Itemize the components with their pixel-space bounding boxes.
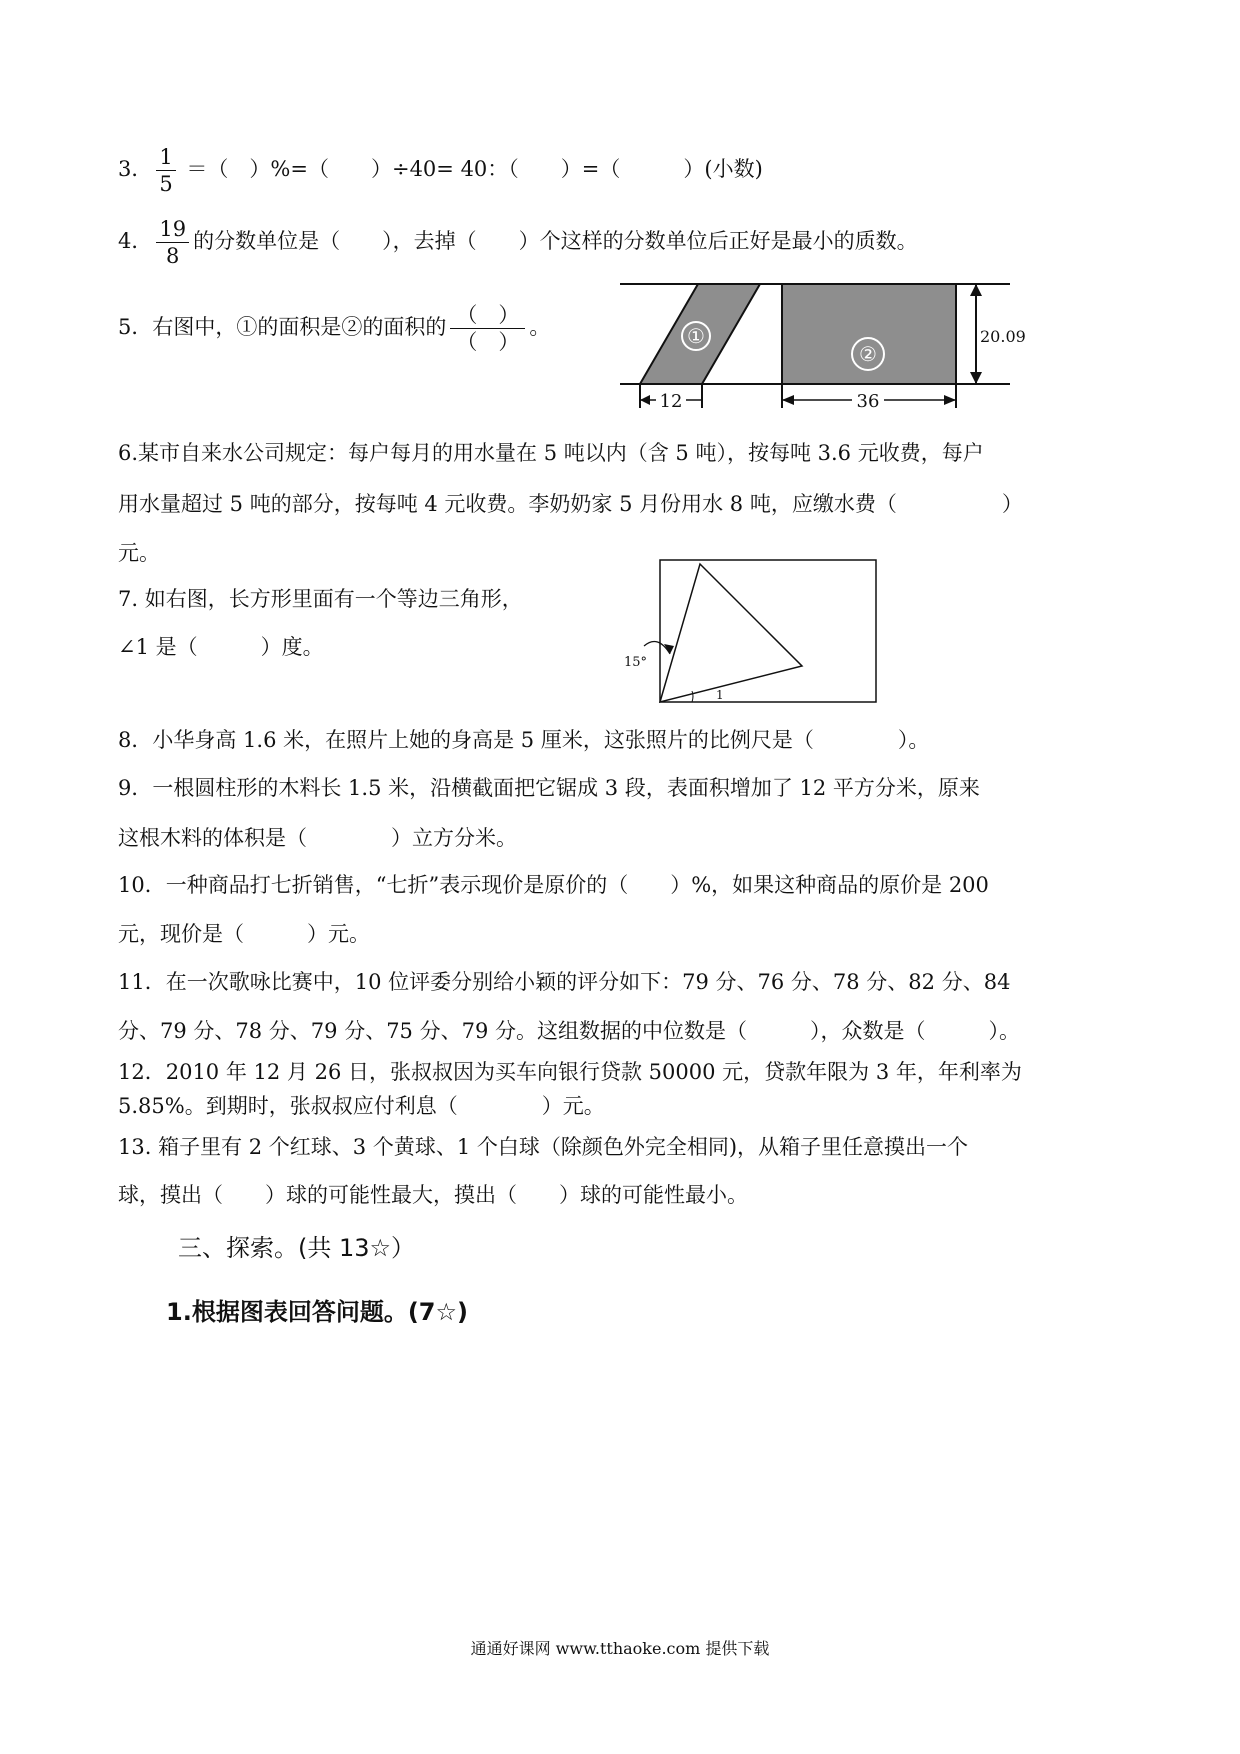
- question-4-number: 4．: [118, 229, 153, 254]
- question-5-text: 5．右图中，①的面积是②的面积的: [118, 315, 447, 340]
- height-arrow-top: [970, 284, 982, 296]
- question-6-line-2: 用水量超过 5 吨的部分，按每吨 4 元收费。李奶奶家 5 月份用水 8 吨，应缴水费（ ）: [118, 492, 1023, 516]
- angle-1-arc: [692, 691, 693, 702]
- label-2: ②: [859, 342, 877, 366]
- question-3-number: 3．: [118, 157, 153, 182]
- question-10-line-2: 元，现价是（ ）元。: [118, 922, 370, 946]
- question-11-line-1: 11．在一次歌咏比赛中，10 位评委分别给小颖的评分如下：79 分、76 分、78 分、82 分、84: [118, 970, 1011, 994]
- parallelogram-rectangle-figure: [620, 276, 1026, 416]
- question-12-line-2: 5.85%。到期时，张叔叔应付利息（ ）元。: [118, 1094, 605, 1118]
- dimension-12-label: 12: [659, 391, 683, 412]
- question-9-line-2: 这根木料的体积是（ ）立方分米。: [118, 826, 517, 850]
- question-8: 8．小华身高 1.6 米，在照片上她的身高是 5 厘米，这张照片的比例尺是（ ）。: [118, 728, 930, 752]
- answer-fraction-blank: $\frac{( )}{( )}$: [450, 304, 525, 353]
- question-9-line-1: 9．一根圆柱形的木料长 1.5 米，沿横截面把它锯成 3 段，表面积增加了 12 平方分米，原来: [118, 776, 980, 800]
- angle-1-label: 1: [716, 688, 724, 702]
- question-11-line-2: 分、79 分、78 分、79 分、75 分、79 分。这组数据的中位数是（ ），众数是（ ）。: [118, 1019, 1020, 1043]
- question-7-line-1: 7. 如右图，长方形里面有一个等边三角形，: [118, 587, 523, 611]
- angle-15-label: 15°: [624, 655, 648, 670]
- question-3-text: ＝（ ）%=（ ）÷40= 40：（ ）=（ ）(小数): [179, 157, 763, 182]
- dimension-36-arrow-left: [782, 395, 794, 405]
- question-4-text: 的分数单位是（ ），去掉（ ）个这样的分数单位后正好是最小的质数。: [193, 229, 918, 254]
- angle-15-arc: [644, 642, 670, 655]
- question-5: [118, 304, 550, 353]
- question-3: [118, 146, 763, 195]
- dimension-36-label: 36: [856, 391, 880, 412]
- height-arrow-bottom: [970, 372, 982, 384]
- dimension-36-arrow-right: [944, 395, 956, 405]
- question-7-line-2: ∠1 是（ ）度。: [118, 635, 324, 659]
- subsection-1-title: 1.根据图表回答问题。(7☆): [166, 1298, 468, 1326]
- dimension-height-label: 20.09: [980, 327, 1026, 346]
- fraction-1-5: $\frac{1}{5}$: [156, 146, 175, 195]
- question-5-end: 。: [529, 315, 551, 340]
- question-12-line-1: 12．2010 年 12 月 26 日，张叔叔因为买车向银行贷款 50000 元，贷款年限为 3 年，年利率为: [118, 1060, 1022, 1084]
- question-6-line-3: 元。: [118, 541, 160, 565]
- section-3-title: 三、探索。(共 13☆）: [178, 1234, 416, 1262]
- question-10-line-1: 10．一种商品打七折销售，“七折”表示现价是原价的（ ）%，如果这种商品的原价是 200: [118, 873, 989, 897]
- question-6-line-1: 6.某市自来水公司规定：每户每月的用水量在 5 吨以内（含 5 吨），按每吨 3.6 元收费，每户: [118, 441, 984, 465]
- triangle-in-rectangle-figure: [618, 558, 880, 708]
- question-13-line-2: 球，摸出（ ）球的可能性最大，摸出（ ）球的可能性最小。: [118, 1183, 748, 1207]
- dimension-12-arrow-left: [640, 395, 650, 405]
- question-13-line-1: 13. 箱子里有 2 个红球、3 个黄球、1 个白球（除颜色外完全相同)，从箱子里任意摸出一个: [118, 1135, 969, 1159]
- question-4: [118, 218, 918, 267]
- fraction-19-8: $\frac{19}{8}$: [156, 218, 189, 267]
- label-1: ①: [687, 324, 705, 348]
- footer-source: 通通好课网 www.tthaoke.com 提供下载: [470, 1639, 770, 1658]
- equilateral-triangle: [660, 564, 802, 702]
